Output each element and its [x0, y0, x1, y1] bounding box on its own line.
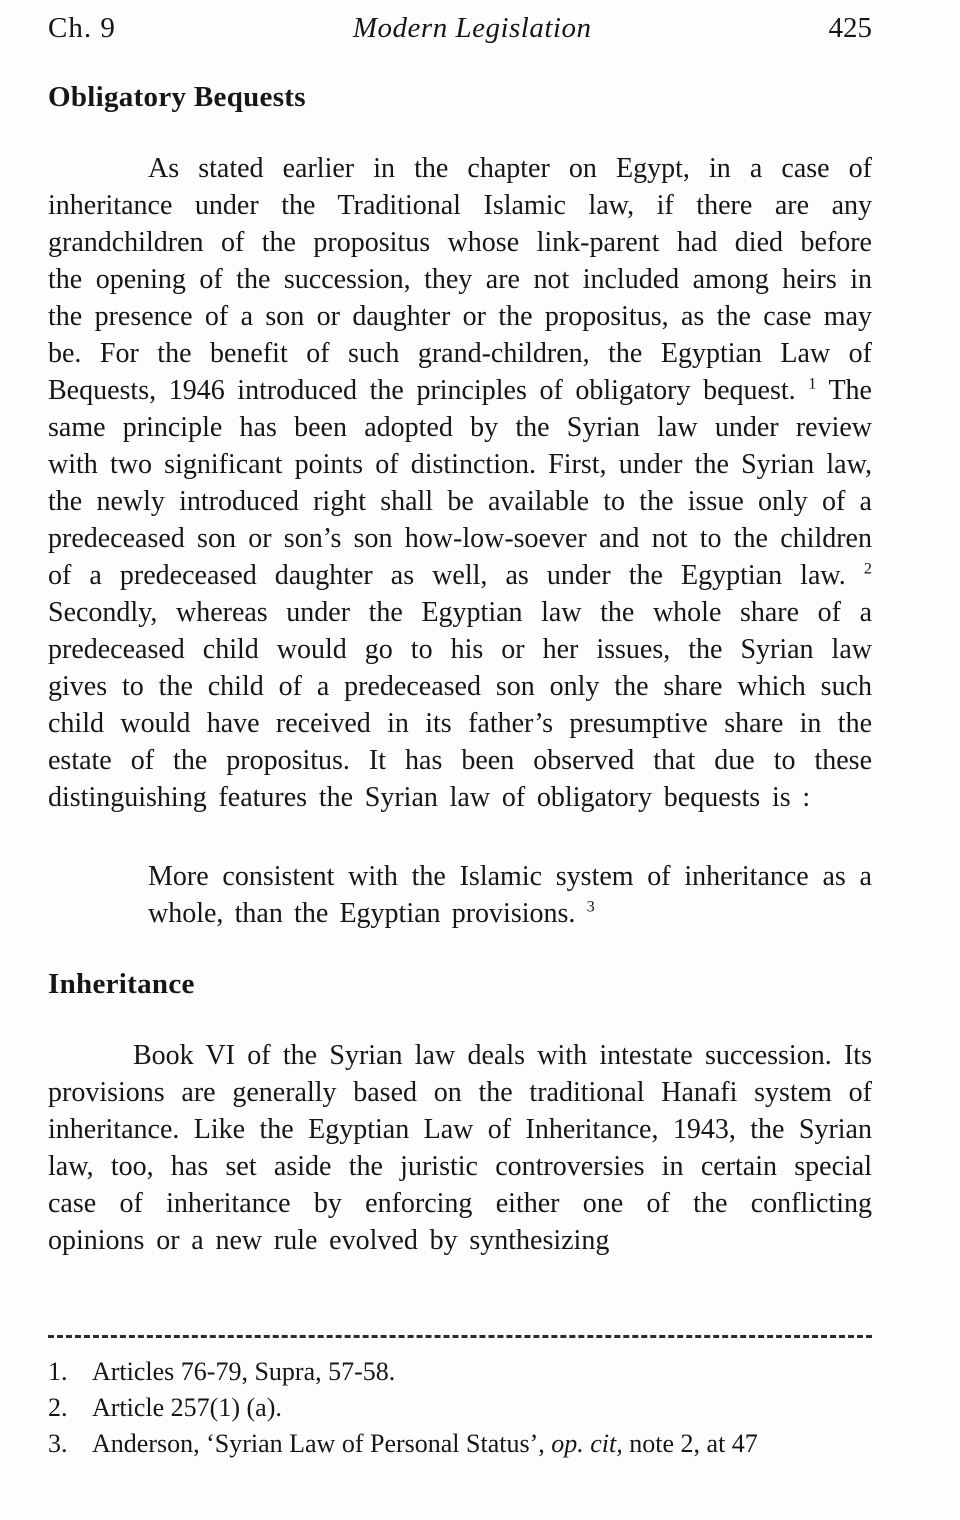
section-heading-obligatory-bequests: Obligatory Bequests	[48, 81, 306, 113]
footnote-number: 3.	[48, 1429, 68, 1458]
running-title: Modern Legislation	[352, 12, 592, 44]
footnote-separator	[48, 1335, 872, 1338]
paragraph-inheritance: Book VI of the Syrian law deals with intestate succession. Its provisions are generally based on the traditional Hanafi system of inheritance. Like the Egyptian Law of Inheritance, 1943, the Syrian law, too, has set aside the juristic controversies in certain special case of inheritance by enforcing either one of the conflicting opinions or a new rule evolved by synthesizing	[48, 1040, 872, 1256]
footnote-text: Articles 76-79, Supra, 57-58.	[92, 1357, 396, 1386]
footnotes-block	[48, 1335, 872, 1462]
paragraph-text-part3: Secondly, whereas under the Egyptian law the whole share of a predeceased child would go to his or her issues, the Syrian law gives to the child of a predeceased son only the share which such child would have received in its father’s presumptive share in the estate of the propositus. It has been observed that due to these distinguishing features the Syrian law of obligatory bequests is :	[48, 597, 872, 813]
footnote-text	[92, 1426, 872, 1462]
paragraph-text-part2: The same principle has been adopted by the Syrian law under review with two significant points of distinction. First, under the Syrian law, the newly introduced right shall be available to the issue only of a predeceased son or son’s son how-low-soever and not to the children of a predeceased daughter as well, as under the Egyptian law.	[48, 375, 872, 591]
footnote-text-pre: Anderson, ‘Syrian Law of Personal Status’,	[92, 1429, 552, 1458]
footnote-ref-1: 1	[808, 374, 817, 393]
footnote-ref-2: 2	[863, 559, 872, 578]
quote-text: More consistent with the Islamic system of inheritance as a whole, than the Egyptian provisions.	[148, 861, 872, 929]
paragraph-text-part1: As stated earlier in the chapter on Egypt, in a case of inheritance under the Traditional Islamic law, if there are any grandchildren of the propositus whose link-parent had died before the opening of the succession, they are not included among heirs in the presence of a son or daughter or the propositus, as the case may be. For the benefit of such grand-children, the Egyptian Law of Bequests, 1946 introduced the principles of obligatory bequest.	[48, 153, 872, 406]
section-heading-inheritance: Inheritance	[48, 968, 195, 1000]
footnote-item-2	[48, 1390, 872, 1426]
footnote-number: 1.	[48, 1357, 68, 1386]
footnote-number: 2.	[48, 1393, 68, 1422]
footnote-item-1	[48, 1354, 872, 1390]
footnote-ref-3: 3	[586, 897, 595, 916]
footnote-text-italic: op. cit,	[551, 1429, 623, 1458]
footnote-text: Article 257(1) (a).	[92, 1393, 282, 1422]
footnote-text-post: note 2, at 47	[622, 1429, 758, 1458]
chapter-label: Ch. 9	[48, 12, 116, 44]
paragraph-obligatory-bequests	[48, 150, 872, 816]
block-quote	[148, 858, 872, 932]
page-header	[48, 12, 872, 45]
footnote-item-3	[48, 1426, 872, 1462]
page-number: 425	[828, 12, 872, 44]
